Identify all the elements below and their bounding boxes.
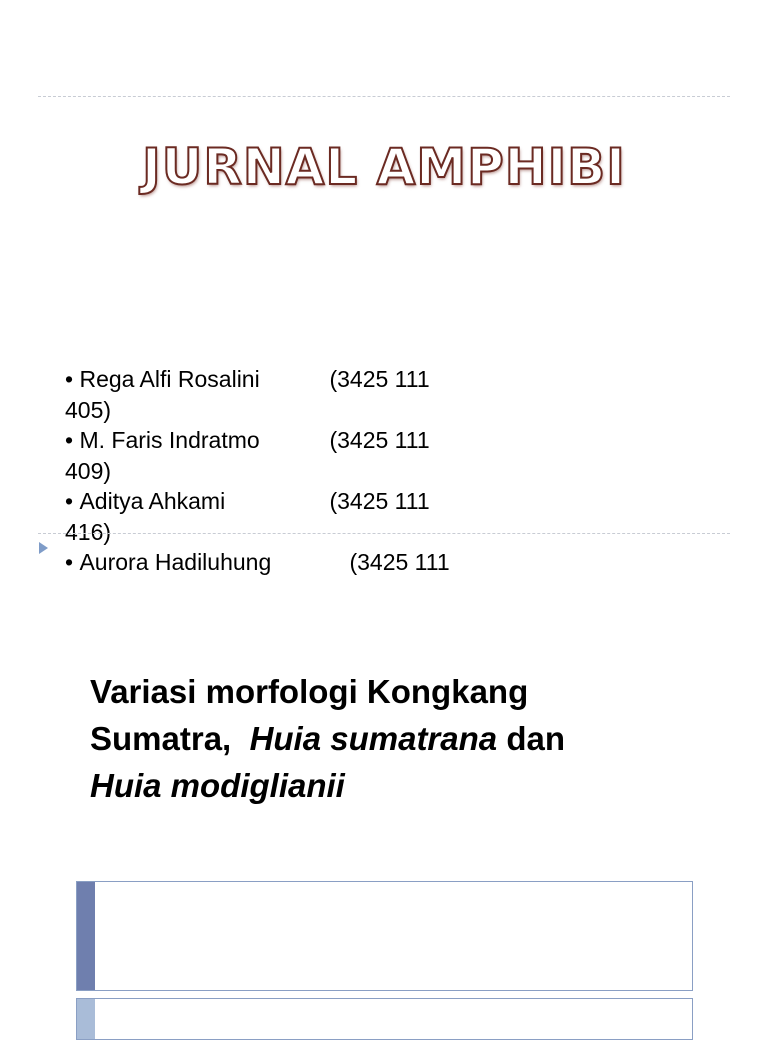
page-title: JURNAL AMPHIBI [142,138,626,196]
species-name-1: Huia sumatrana [249,720,498,757]
middle-divider [38,533,730,534]
box-accent-bar [77,882,95,990]
author-number-cont: 409) [65,457,112,484]
author-name: Rega Alfi Rosalini [79,366,260,392]
content-box-2 [76,998,693,1040]
author-name: Aurora Hadiluhung [79,549,272,575]
author-bullet: • [65,427,74,453]
content-box-1 [76,881,693,991]
author-name: M. Faris Indratmo [79,427,260,453]
author-list [65,364,465,576]
author-number-cont: 405) [65,396,112,423]
author-bullet: • [65,488,74,514]
author-number: (3425 111 [329,488,430,514]
author-item [65,486,465,547]
author-number: (3425 111 [349,549,450,575]
author-number: (3425 111 [329,427,430,453]
author-bullet: • [65,549,74,575]
top-divider [38,96,730,97]
author-number-cont: 416) [65,518,112,545]
box-accent-bar [77,999,95,1039]
author-number: (3425 111 [329,366,430,392]
author-bullet: • [65,366,74,392]
triangle-right-icon [39,542,48,554]
species-name-2: Huia modiglianii [90,767,345,804]
author-name: Aditya Ahkami [79,488,226,514]
subtitle-line2-start: Sumatra, [90,720,232,757]
subtitle-connector: dan [506,720,565,757]
author-item [65,425,465,486]
author-item [65,364,465,425]
journal-subtitle [90,668,710,809]
subtitle-line1: Variasi morfologi Kongkang [90,673,529,710]
author-item [65,547,465,576]
